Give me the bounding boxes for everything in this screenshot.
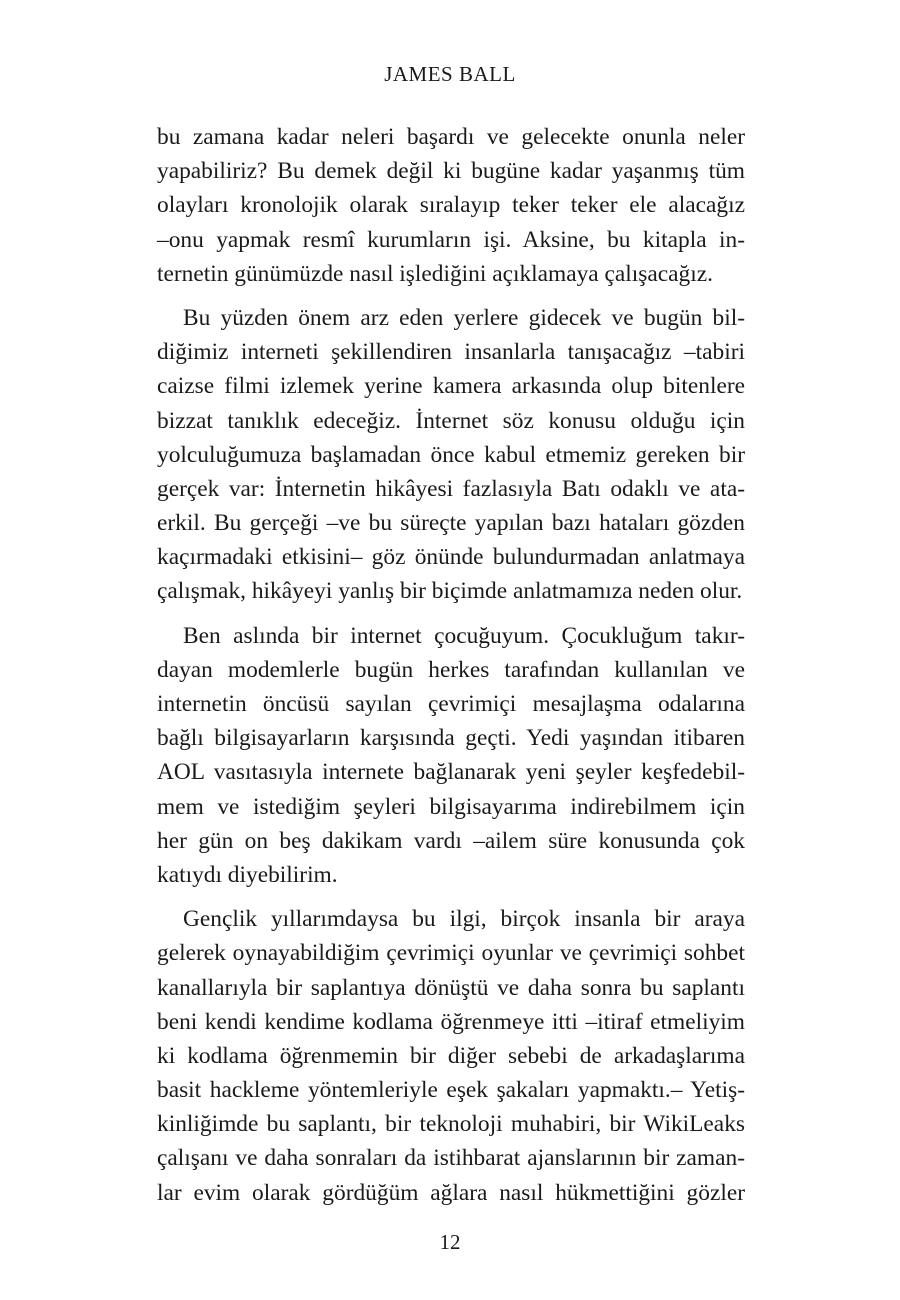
text-line: bizzat tanıklık edeceğiz. İnternet söz konusu olduğu için [157,407,745,434]
paragraph [157,120,745,291]
paragraph [157,619,745,893]
text-line: Gençlik yıllarımdaysa bu ilgi, birçok insanla bir araya [183,906,745,933]
text-line: yolculuğumuza başlamadan önce kabul etmemiz gereken bir [157,441,745,468]
text-line: olayları kronolojik olarak sıralayıp teker teker ele alacağız [157,192,745,219]
text-line: çalışmak, hikâyeyi yanlış bir biçimde anlatmamıza neden olur. [157,578,743,605]
text-line: basit hackleme yöntemleriyle eşek şakaları yapmaktı.– Yetiş- [157,1077,745,1104]
text-line: internetin öncüsü sayılan çevrimiçi mesajlaşma odalarına [157,691,745,717]
text-line: AOL vasıtasıyla internete bağlanarak yeni şeyler keşfedebil- [157,759,745,786]
text-line: erkil. Bu gerçeği –ve bu süreçte yapılan bazı hataları gözden [157,510,745,537]
text-line: ternetin günümüzde nasıl işlediğini açıklamaya çalışacağız. [157,260,713,287]
text-line: caizse filmi izlemek yerine kamera arkasında olup bitenlere [157,373,745,400]
text-line: ki kodlama öğrenmemin bir diğer sebebi de arkadaşlarıma [157,1042,745,1069]
running-head: JAMES BALL [384,62,516,86]
body-text [157,120,745,1210]
text-line: gerçek var: İnternetin hikâyesi fazlasıyla Batı odaklı ve ata- [157,475,745,502]
text-line: her gün on beş dakikam vardı –ailem süre konusunda çok [157,827,745,854]
text-line: katıydı diyebilirim. [157,861,338,888]
text-line: mem ve istediğim şeyleri bilgisayarıma indirebilmem için [157,793,745,820]
paragraph [157,902,745,1210]
text-line: bu zamana kadar neleri başardı ve gelecekte onunla neler [157,124,745,150]
text-line: dayan modemlerle bugün herkes tarafından kullanılan ve [157,656,745,683]
page-number: 12 [439,1230,461,1254]
text-line: kanallarıyla bir saplantıya dönüştü ve daha sonra bu saplantı [157,974,745,1001]
paragraph [157,301,745,609]
text-line: Ben aslında bir internet çocuğuyum. Çocukluğum takır- [183,622,745,649]
text-line: beni kendi kendime kodlama öğrenmeye itti –itiraf etmeliyim [157,1008,745,1035]
text-line: –onu yapmak resmî kurumların işi. Aksine, bu kitapla in- [157,226,745,253]
text-line: kaçırmadaki etkisini– göz önünde bulundurmadan anlatmaya [157,544,745,571]
text-line: diğimiz interneti şekillendiren insanlarla tanışacağız –tabiri [157,339,745,366]
text-line: lar evim olarak gördüğüm ağlara nasıl hükmettiğini gözler [157,1179,745,1206]
text-line: gelerek oynayabildiğim çevrimiçi oyunlar ve çevrimiçi sohbet [157,940,745,967]
text-line: bağlı bilgisayarların karşısında geçti. Yedi yaşından itibaren [157,725,745,752]
text-line: çalışanı ve daha sonraları da istihbarat ajanslarının bir zaman- [157,1145,745,1172]
text-line: Bu yüzden önem arz eden yerlere gidecek ve bugün bil- [183,304,745,331]
text-line: yapabiliriz? Bu demek değil ki bugüne kadar yaşanmış tüm [157,158,745,185]
text-line: kinliğimde bu saplantı, bir teknoloji muhabiri, bir WikiLeaks [157,1111,745,1138]
